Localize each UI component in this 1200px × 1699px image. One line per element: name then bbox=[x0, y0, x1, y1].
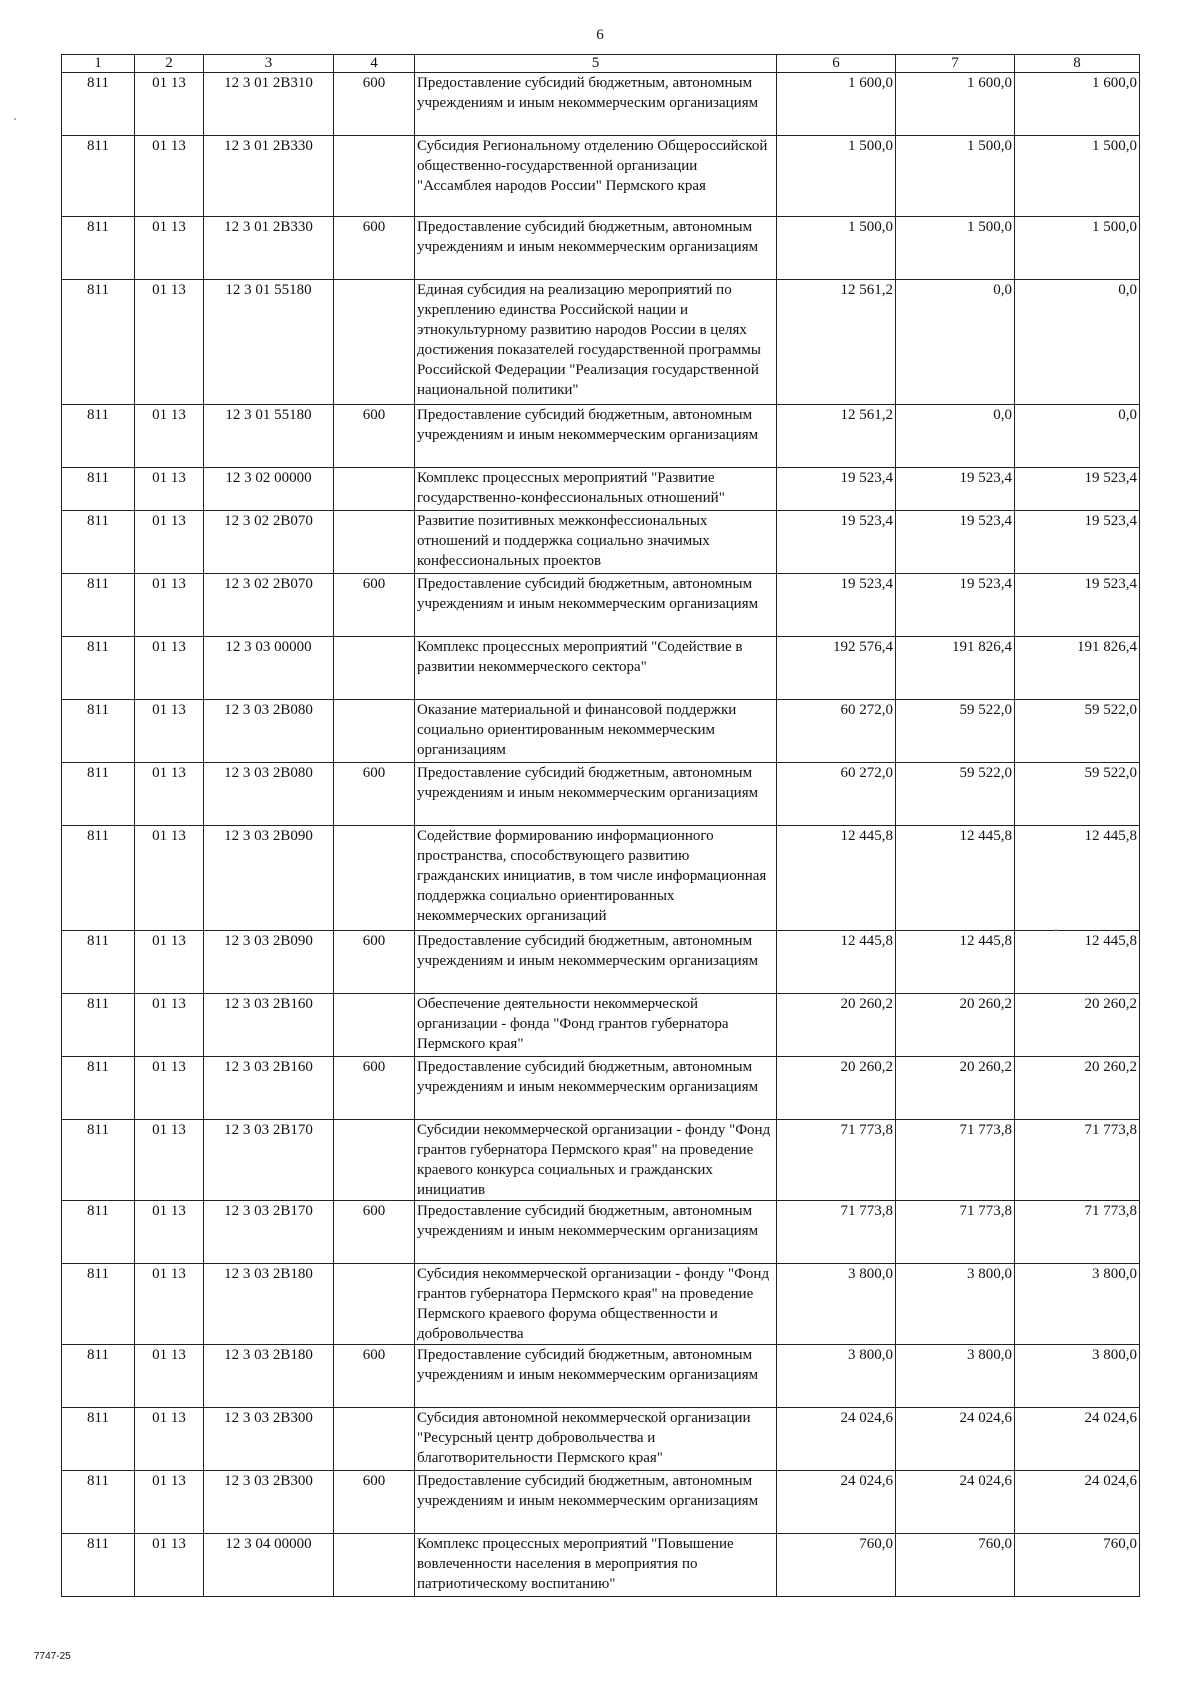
description-cell: Предоставление субсидий бюджетным, автономным учреждениям и иным некоммерческим организациям bbox=[415, 931, 777, 994]
document-code: 7747-25 bbox=[34, 1651, 71, 1662]
amount-col8-cell: 19 523,4 bbox=[1015, 574, 1140, 637]
expense-type-cell bbox=[334, 136, 415, 217]
target-code-cell: 12 3 03 2В080 bbox=[204, 763, 334, 826]
section-code-cell: 01 13 bbox=[135, 826, 204, 931]
amount-col6-cell: 20 260,2 bbox=[777, 1057, 896, 1120]
amount-col7-cell: 24 024,6 bbox=[896, 1408, 1015, 1471]
amount-col6-cell: 1 500,0 bbox=[777, 217, 896, 280]
admin-code-cell: 811 bbox=[62, 763, 135, 826]
expense-type-cell: 600 bbox=[334, 1345, 415, 1408]
target-code-cell: 12 3 03 2В170 bbox=[204, 1120, 334, 1201]
description-cell: Единая субсидия на реализацию мероприятий по укреплению единства Российской нации и этнокультурному развитию народов России в целях достижения показателей государственной программы Российской Федерации "Реализация государственной национальной политики" bbox=[415, 280, 777, 405]
description-cell: Субсидия автономной некоммерческой организации "Ресурсный центр добровольчества и благотворительности Пермского края" bbox=[415, 1408, 777, 1471]
amount-col6-cell: 12 445,8 bbox=[777, 931, 896, 994]
target-code-cell: 12 3 01 2В330 bbox=[204, 136, 334, 217]
amount-col6-cell: 12 561,2 bbox=[777, 405, 896, 468]
section-code-cell: 01 13 bbox=[135, 1201, 204, 1264]
section-code-cell: 01 13 bbox=[135, 1471, 204, 1534]
amount-col8-cell: 12 445,8 bbox=[1015, 826, 1140, 931]
scan-speck bbox=[1055, 929, 1057, 931]
description-cell: Предоставление субсидий бюджетным, автономным учреждениям и иным некоммерческим организациям bbox=[415, 1201, 777, 1264]
table-row bbox=[62, 468, 1140, 511]
amount-col6-cell: 60 272,0 bbox=[777, 700, 896, 763]
target-code-cell: 12 3 04 00000 bbox=[204, 1534, 334, 1597]
expense-type-cell bbox=[334, 468, 415, 511]
amount-col8-cell: 760,0 bbox=[1015, 1534, 1140, 1597]
expense-type-cell: 600 bbox=[334, 217, 415, 280]
expense-type-cell bbox=[334, 511, 415, 574]
section-code-cell: 01 13 bbox=[135, 1408, 204, 1471]
amount-col6-cell: 19 523,4 bbox=[777, 511, 896, 574]
column-number: 4 bbox=[334, 55, 415, 73]
table-body bbox=[62, 73, 1140, 1597]
description-cell: Комплекс процессных мероприятий "Развитие государственно-конфессиональных отношений" bbox=[415, 468, 777, 511]
expense-type-cell: 600 bbox=[334, 73, 415, 136]
amount-col6-cell: 19 523,4 bbox=[777, 574, 896, 637]
amount-col6-cell: 12 561,2 bbox=[777, 280, 896, 405]
amount-col8-cell: 3 800,0 bbox=[1015, 1345, 1140, 1408]
amount-col7-cell: 760,0 bbox=[896, 1534, 1015, 1597]
amount-col7-cell: 19 523,4 bbox=[896, 468, 1015, 511]
target-code-cell: 12 3 01 55180 bbox=[204, 405, 334, 468]
column-number: 5 bbox=[415, 55, 777, 73]
admin-code-cell: 811 bbox=[62, 1471, 135, 1534]
column-number: 8 bbox=[1015, 55, 1140, 73]
admin-code-cell: 811 bbox=[62, 826, 135, 931]
amount-col8-cell: 20 260,2 bbox=[1015, 1057, 1140, 1120]
section-code-cell: 01 13 bbox=[135, 136, 204, 217]
column-number: 6 bbox=[777, 55, 896, 73]
section-code-cell: 01 13 bbox=[135, 931, 204, 994]
expense-type-cell bbox=[334, 1264, 415, 1345]
target-code-cell: 12 3 01 55180 bbox=[204, 280, 334, 405]
column-number: 3 bbox=[204, 55, 334, 73]
expense-type-cell bbox=[334, 994, 415, 1057]
column-number-row bbox=[62, 55, 1140, 73]
admin-code-cell: 811 bbox=[62, 931, 135, 994]
admin-code-cell: 811 bbox=[62, 468, 135, 511]
table-row bbox=[62, 574, 1140, 637]
expense-type-cell: 600 bbox=[334, 1201, 415, 1264]
description-cell: Предоставление субсидий бюджетным, автономным учреждениям и иным некоммерческим организациям bbox=[415, 1345, 777, 1408]
amount-col6-cell: 60 272,0 bbox=[777, 763, 896, 826]
section-code-cell: 01 13 bbox=[135, 994, 204, 1057]
table-row bbox=[62, 1201, 1140, 1264]
admin-code-cell: 811 bbox=[62, 1120, 135, 1201]
amount-col7-cell: 20 260,2 bbox=[896, 1057, 1015, 1120]
description-cell: Содействие формированию информационного пространства, способствующего развитию гражданских инициатив, в том числе информационная поддержка социально ориентированных некоммерческих организаций bbox=[415, 826, 777, 931]
amount-col6-cell: 71 773,8 bbox=[777, 1120, 896, 1201]
amount-col7-cell: 0,0 bbox=[896, 405, 1015, 468]
section-code-cell: 01 13 bbox=[135, 73, 204, 136]
expense-type-cell bbox=[334, 826, 415, 931]
admin-code-cell: 811 bbox=[62, 1264, 135, 1345]
amount-col8-cell: 1 500,0 bbox=[1015, 136, 1140, 217]
description-cell: Оказание материальной и финансовой поддержки социально ориентированным некоммерческим организациям bbox=[415, 700, 777, 763]
section-code-cell: 01 13 bbox=[135, 1120, 204, 1201]
expense-type-cell: 600 bbox=[334, 763, 415, 826]
table-row bbox=[62, 994, 1140, 1057]
section-code-cell: 01 13 bbox=[135, 1057, 204, 1120]
target-code-cell: 12 3 01 2В310 bbox=[204, 73, 334, 136]
section-code-cell: 01 13 bbox=[135, 763, 204, 826]
amount-col8-cell: 1 500,0 bbox=[1015, 217, 1140, 280]
amount-col6-cell: 24 024,6 bbox=[777, 1471, 896, 1534]
amount-col7-cell: 20 260,2 bbox=[896, 994, 1015, 1057]
amount-col7-cell: 3 800,0 bbox=[896, 1264, 1015, 1345]
section-code-cell: 01 13 bbox=[135, 1345, 204, 1408]
amount-col8-cell: 0,0 bbox=[1015, 405, 1140, 468]
target-code-cell: 12 3 03 2В180 bbox=[204, 1264, 334, 1345]
description-cell: Предоставление субсидий бюджетным, автономным учреждениям и иным некоммерческим организациям bbox=[415, 1471, 777, 1534]
amount-col6-cell: 1 600,0 bbox=[777, 73, 896, 136]
description-cell: Предоставление субсидий бюджетным, автономным учреждениям и иным некоммерческим организациям bbox=[415, 405, 777, 468]
column-number: 7 bbox=[896, 55, 1015, 73]
amount-col7-cell: 0,0 bbox=[896, 280, 1015, 405]
table-row bbox=[62, 637, 1140, 700]
description-cell: Субсидии некоммерческой организации - фонду "Фонд грантов губернатора Пермского края" на проведение краевого конкурса социальных и гражданских инициатив bbox=[415, 1120, 777, 1201]
table-row bbox=[62, 1264, 1140, 1345]
amount-col8-cell: 0,0 bbox=[1015, 280, 1140, 405]
table-row bbox=[62, 1534, 1140, 1597]
amount-col6-cell: 19 523,4 bbox=[777, 468, 896, 511]
page-number: 6 bbox=[596, 27, 604, 43]
amount-col7-cell: 19 523,4 bbox=[896, 574, 1015, 637]
table-row bbox=[62, 700, 1140, 763]
amount-col6-cell: 3 800,0 bbox=[777, 1345, 896, 1408]
target-code-cell: 12 3 02 2В070 bbox=[204, 511, 334, 574]
expense-type-cell: 600 bbox=[334, 1471, 415, 1534]
amount-col6-cell: 3 800,0 bbox=[777, 1264, 896, 1345]
amount-col7-cell: 12 445,8 bbox=[896, 826, 1015, 931]
admin-code-cell: 811 bbox=[62, 1345, 135, 1408]
expense-type-cell bbox=[334, 637, 415, 700]
amount-col8-cell: 20 260,2 bbox=[1015, 994, 1140, 1057]
amount-col7-cell: 1 600,0 bbox=[896, 73, 1015, 136]
target-code-cell: 12 3 02 00000 bbox=[204, 468, 334, 511]
admin-code-cell: 811 bbox=[62, 700, 135, 763]
target-code-cell: 12 3 03 2В300 bbox=[204, 1471, 334, 1534]
admin-code-cell: 811 bbox=[62, 637, 135, 700]
target-code-cell: 12 3 03 2В090 bbox=[204, 826, 334, 931]
target-code-cell: 12 3 03 2В300 bbox=[204, 1408, 334, 1471]
amount-col8-cell: 24 024,6 bbox=[1015, 1408, 1140, 1471]
amount-col7-cell: 71 773,8 bbox=[896, 1201, 1015, 1264]
target-code-cell: 12 3 03 2В160 bbox=[204, 1057, 334, 1120]
column-number: 1 bbox=[62, 55, 135, 73]
section-code-cell: 01 13 bbox=[135, 405, 204, 468]
description-cell: Предоставление субсидий бюджетным, автономным учреждениям и иным некоммерческим организациям bbox=[415, 1057, 777, 1120]
amount-col7-cell: 71 773,8 bbox=[896, 1120, 1015, 1201]
amount-col6-cell: 760,0 bbox=[777, 1534, 896, 1597]
admin-code-cell: 811 bbox=[62, 511, 135, 574]
description-cell: Субсидия некоммерческой организации - фонду "Фонд грантов губернатора Пермского края" на проведение Пермского краевого форума общественности и добровольчества bbox=[415, 1264, 777, 1345]
amount-col8-cell: 191 826,4 bbox=[1015, 637, 1140, 700]
column-number: 2 bbox=[135, 55, 204, 73]
admin-code-cell: 811 bbox=[62, 1534, 135, 1597]
expense-type-cell: 600 bbox=[334, 1057, 415, 1120]
amount-col7-cell: 59 522,0 bbox=[896, 700, 1015, 763]
admin-code-cell: 811 bbox=[62, 1057, 135, 1120]
amount-col6-cell: 20 260,2 bbox=[777, 994, 896, 1057]
section-code-cell: 01 13 bbox=[135, 280, 204, 405]
table-row bbox=[62, 931, 1140, 994]
table-row bbox=[62, 511, 1140, 574]
description-cell: Субсидия Региональному отделению Общероссийской общественно-государственной организации "Ассамблея народов России" Пермского края bbox=[415, 136, 777, 217]
admin-code-cell: 811 bbox=[62, 1408, 135, 1471]
admin-code-cell: 811 bbox=[62, 280, 135, 405]
description-cell: Предоставление субсидий бюджетным, автономным учреждениям и иным некоммерческим организациям bbox=[415, 217, 777, 280]
amount-col8-cell: 1 600,0 bbox=[1015, 73, 1140, 136]
amount-col7-cell: 191 826,4 bbox=[896, 637, 1015, 700]
scan-speck bbox=[14, 118, 16, 120]
description-cell: Развитие позитивных межконфессиональных отношений и поддержка социально значимых конфессиональных проектов bbox=[415, 511, 777, 574]
expense-type-cell bbox=[334, 1120, 415, 1201]
amount-col7-cell: 1 500,0 bbox=[896, 217, 1015, 280]
table-row bbox=[62, 136, 1140, 217]
expense-type-cell: 600 bbox=[334, 931, 415, 994]
amount-col6-cell: 12 445,8 bbox=[777, 826, 896, 931]
section-code-cell: 01 13 bbox=[135, 637, 204, 700]
section-code-cell: 01 13 bbox=[135, 1264, 204, 1345]
section-code-cell: 01 13 bbox=[135, 511, 204, 574]
amount-col6-cell: 24 024,6 bbox=[777, 1408, 896, 1471]
amount-col8-cell: 59 522,0 bbox=[1015, 700, 1140, 763]
table-row bbox=[62, 73, 1140, 136]
table-row bbox=[62, 280, 1140, 405]
target-code-cell: 12 3 03 2В080 bbox=[204, 700, 334, 763]
expense-type-cell bbox=[334, 280, 415, 405]
section-code-cell: 01 13 bbox=[135, 468, 204, 511]
target-code-cell: 12 3 03 2В160 bbox=[204, 994, 334, 1057]
amount-col7-cell: 1 500,0 bbox=[896, 136, 1015, 217]
target-code-cell: 12 3 03 00000 bbox=[204, 637, 334, 700]
admin-code-cell: 811 bbox=[62, 136, 135, 217]
target-code-cell: 12 3 01 2В330 bbox=[204, 217, 334, 280]
target-code-cell: 12 3 02 2В070 bbox=[204, 574, 334, 637]
table-row bbox=[62, 217, 1140, 280]
description-cell: Предоставление субсидий бюджетным, автономным учреждениям и иным некоммерческим организациям bbox=[415, 574, 777, 637]
amount-col8-cell: 19 523,4 bbox=[1015, 511, 1140, 574]
budget-table bbox=[61, 54, 1140, 1597]
amount-col7-cell: 19 523,4 bbox=[896, 511, 1015, 574]
section-code-cell: 01 13 bbox=[135, 700, 204, 763]
table-row bbox=[62, 763, 1140, 826]
amount-col7-cell: 3 800,0 bbox=[896, 1345, 1015, 1408]
amount-col8-cell: 59 522,0 bbox=[1015, 763, 1140, 826]
target-code-cell: 12 3 03 2В170 bbox=[204, 1201, 334, 1264]
table-row bbox=[62, 1057, 1140, 1120]
admin-code-cell: 811 bbox=[62, 73, 135, 136]
admin-code-cell: 811 bbox=[62, 994, 135, 1057]
amount-col8-cell: 71 773,8 bbox=[1015, 1120, 1140, 1201]
amount-col6-cell: 71 773,8 bbox=[777, 1201, 896, 1264]
description-cell: Предоставление субсидий бюджетным, автономным учреждениям и иным некоммерческим организациям bbox=[415, 73, 777, 136]
expense-type-cell: 600 bbox=[334, 574, 415, 637]
amount-col8-cell: 19 523,4 bbox=[1015, 468, 1140, 511]
table-row bbox=[62, 826, 1140, 931]
table-row bbox=[62, 1345, 1140, 1408]
amount-col8-cell: 24 024,6 bbox=[1015, 1471, 1140, 1534]
expense-type-cell: 600 bbox=[334, 405, 415, 468]
amount-col6-cell: 1 500,0 bbox=[777, 136, 896, 217]
expense-type-cell bbox=[334, 700, 415, 763]
amount-col7-cell: 12 445,8 bbox=[896, 931, 1015, 994]
table-row bbox=[62, 1471, 1140, 1534]
amount-col8-cell: 3 800,0 bbox=[1015, 1264, 1140, 1345]
amount-col7-cell: 59 522,0 bbox=[896, 763, 1015, 826]
amount-col7-cell: 24 024,6 bbox=[896, 1471, 1015, 1534]
admin-code-cell: 811 bbox=[62, 1201, 135, 1264]
amount-col6-cell: 192 576,4 bbox=[777, 637, 896, 700]
amount-col8-cell: 12 445,8 bbox=[1015, 931, 1140, 994]
description-cell: Комплекс процессных мероприятий "Содействие в развитии некоммерческого сектора" bbox=[415, 637, 777, 700]
section-code-cell: 01 13 bbox=[135, 1534, 204, 1597]
table-row bbox=[62, 1120, 1140, 1201]
target-code-cell: 12 3 03 2В090 bbox=[204, 931, 334, 994]
section-code-cell: 01 13 bbox=[135, 217, 204, 280]
target-code-cell: 12 3 03 2В180 bbox=[204, 1345, 334, 1408]
description-cell: Комплекс процессных мероприятий "Повышение вовлеченности населения в мероприятия по патриотическому воспитанию" bbox=[415, 1534, 777, 1597]
amount-col8-cell: 71 773,8 bbox=[1015, 1201, 1140, 1264]
expense-type-cell bbox=[334, 1408, 415, 1471]
table-row bbox=[62, 405, 1140, 468]
admin-code-cell: 811 bbox=[62, 217, 135, 280]
expense-type-cell bbox=[334, 1534, 415, 1597]
admin-code-cell: 811 bbox=[62, 574, 135, 637]
section-code-cell: 01 13 bbox=[135, 574, 204, 637]
description-cell: Обеспечение деятельности некоммерческой организации - фонда "Фонд грантов губернатора Пермского края" bbox=[415, 994, 777, 1057]
description-cell: Предоставление субсидий бюджетным, автономным учреждениям и иным некоммерческим организациям bbox=[415, 763, 777, 826]
table-row bbox=[62, 1408, 1140, 1471]
admin-code-cell: 811 bbox=[62, 405, 135, 468]
